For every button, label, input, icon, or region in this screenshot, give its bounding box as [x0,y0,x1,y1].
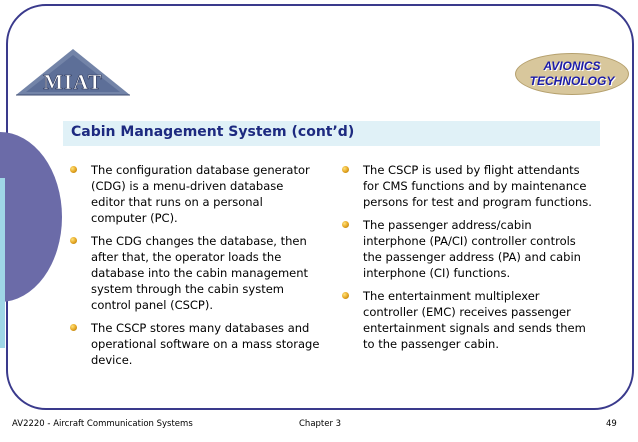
decorative-bar [0,178,5,348]
slide-title: Cabin Management System (cont’d) [71,124,355,140]
bullet-item [338,288,608,352]
right-column [338,162,608,359]
bullet-text: The passenger address/cabin interphone (PA/CI) controller controls the passenger address (PA) and cabin interphone (CI) functions. [363,218,581,280]
bullet-text: The CSCP is used by flight attendants for CMS functions and by maintenance persons for test and program functions. [363,163,592,209]
footer-chapter: Chapter 3 [299,419,342,429]
bullet-item [66,233,328,313]
title-band [63,121,600,146]
bullet-item [66,162,328,226]
bullet-text: The CSCP stores many databases and operational software on a mass storage device. [91,321,320,367]
bullet-icon [70,237,77,244]
bullet-icon [70,166,77,173]
bullet-item [338,217,608,281]
bullet-item [66,320,328,368]
logo-text: MIAT [43,70,103,94]
miat-logo [14,48,132,96]
bullet-text: The entertainment multiplexer controller (EMC) receives passenger entertainment signals and sends them to the passenger cabin. [363,289,586,351]
bullet-icon [70,324,77,331]
bullet-icon [342,221,349,228]
left-column [66,162,328,375]
badge-line-2: TECHNOLOGY [529,74,615,88]
bullet-text: The configuration database generator (CDG) is a menu-driven database editor that runs on a personal computer (PC). [91,163,310,225]
bullet-icon [342,292,349,299]
badge-line-1: AVIONICS [543,59,601,73]
footer-course: AV2220 - Aircraft Communication Systems [12,419,193,429]
avionics-technology-badge [515,53,629,95]
bullet-text: The CDG changes the database, then after that, the operator loads the database into the cabin management system through the cabin system control panel (CSCP). [91,234,309,312]
bullet-item [338,162,608,210]
bullet-icon [342,166,349,173]
footer-page-number: 49 [606,419,617,429]
